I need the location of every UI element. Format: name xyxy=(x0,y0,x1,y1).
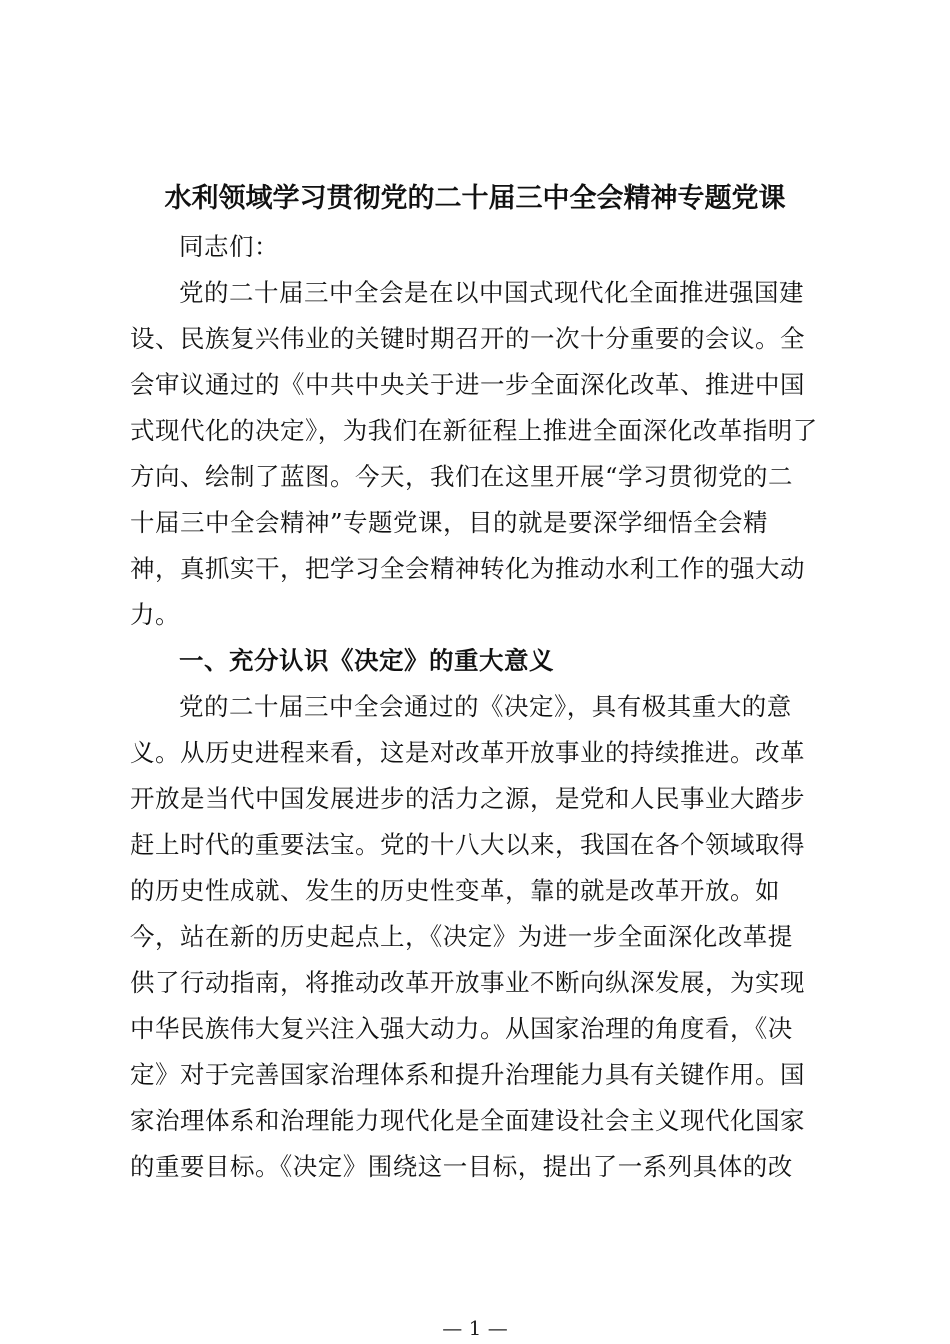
section-heading: 一、充分认识《决定》的重大意义 xyxy=(179,646,554,675)
paragraph-line: 的历史性成就、发生的历史性变革，靠的就是改革开放。如 xyxy=(130,876,780,905)
paragraph-line: 会审议通过的《中共中央关于进一步全面深化改革、推进中国 xyxy=(130,370,805,399)
paragraph-line: 党的二十届三中全会通过的《决定》，具有极其重大的意 xyxy=(179,692,792,721)
paragraph-line: 定》对于完善国家治理体系和提升治理能力具有关键作用。国 xyxy=(130,1060,805,1089)
paragraph-line: 式现代化的决定》，为我们在新征程上推进全面深化改革指明了 xyxy=(130,416,818,445)
document-title: 水利领域学习贯彻党的二十届三中全会精神专题党课 xyxy=(164,183,786,214)
paragraph-line: 党的二十届三中全会是在以中国式现代化全面推进强国建 xyxy=(179,278,804,307)
paragraph-line: 力。 xyxy=(130,600,180,629)
paragraph-line: 义。从历史进程来看，这是对改革开放事业的持续推进。改革 xyxy=(130,738,805,767)
salutation: 同志们： xyxy=(179,232,279,261)
paragraph-line: 供了行动指南，将推动改革开放事业不断向纵深发展，为实现 xyxy=(130,968,805,997)
paragraph-line: 的重要目标。《决定》围绕这一目标，提出了一系列具体的改 xyxy=(130,1152,793,1181)
paragraph-line: 设、民族复兴伟业的关键时期召开的一次十分重要的会议。全 xyxy=(130,324,805,353)
paragraph-line: 赶上时代的重要法宝。党的十八大以来，我国在各个领域取得 xyxy=(130,830,805,859)
page-number: — 1 — xyxy=(442,1316,508,1340)
paragraph-line: 家治理体系和治理能力现代化是全面建设社会主义现代化国家 xyxy=(130,1106,805,1135)
paragraph-line: 今，站在新的历史起点上，《决定》为进一步全面深化改革提 xyxy=(130,922,793,951)
paragraph-line: 开放是当代中国发展进步的活力之源，是党和人民事业大踏步 xyxy=(130,784,805,813)
paragraph-line: 中华民族伟大复兴注入强大动力。从国家治理的角度看，《决 xyxy=(130,1014,793,1043)
paragraph-line: 十届三中全会精神”专题党课，目的就是要深学细悟全会精 xyxy=(130,508,769,537)
paragraph-line: 方向、绘制了蓝图。今天，我们在这里开展“学习贯彻党的二 xyxy=(130,462,794,491)
paragraph-line: 神，真抓实干，把学习全会精神转化为推动水利工作的强大动 xyxy=(130,554,805,583)
